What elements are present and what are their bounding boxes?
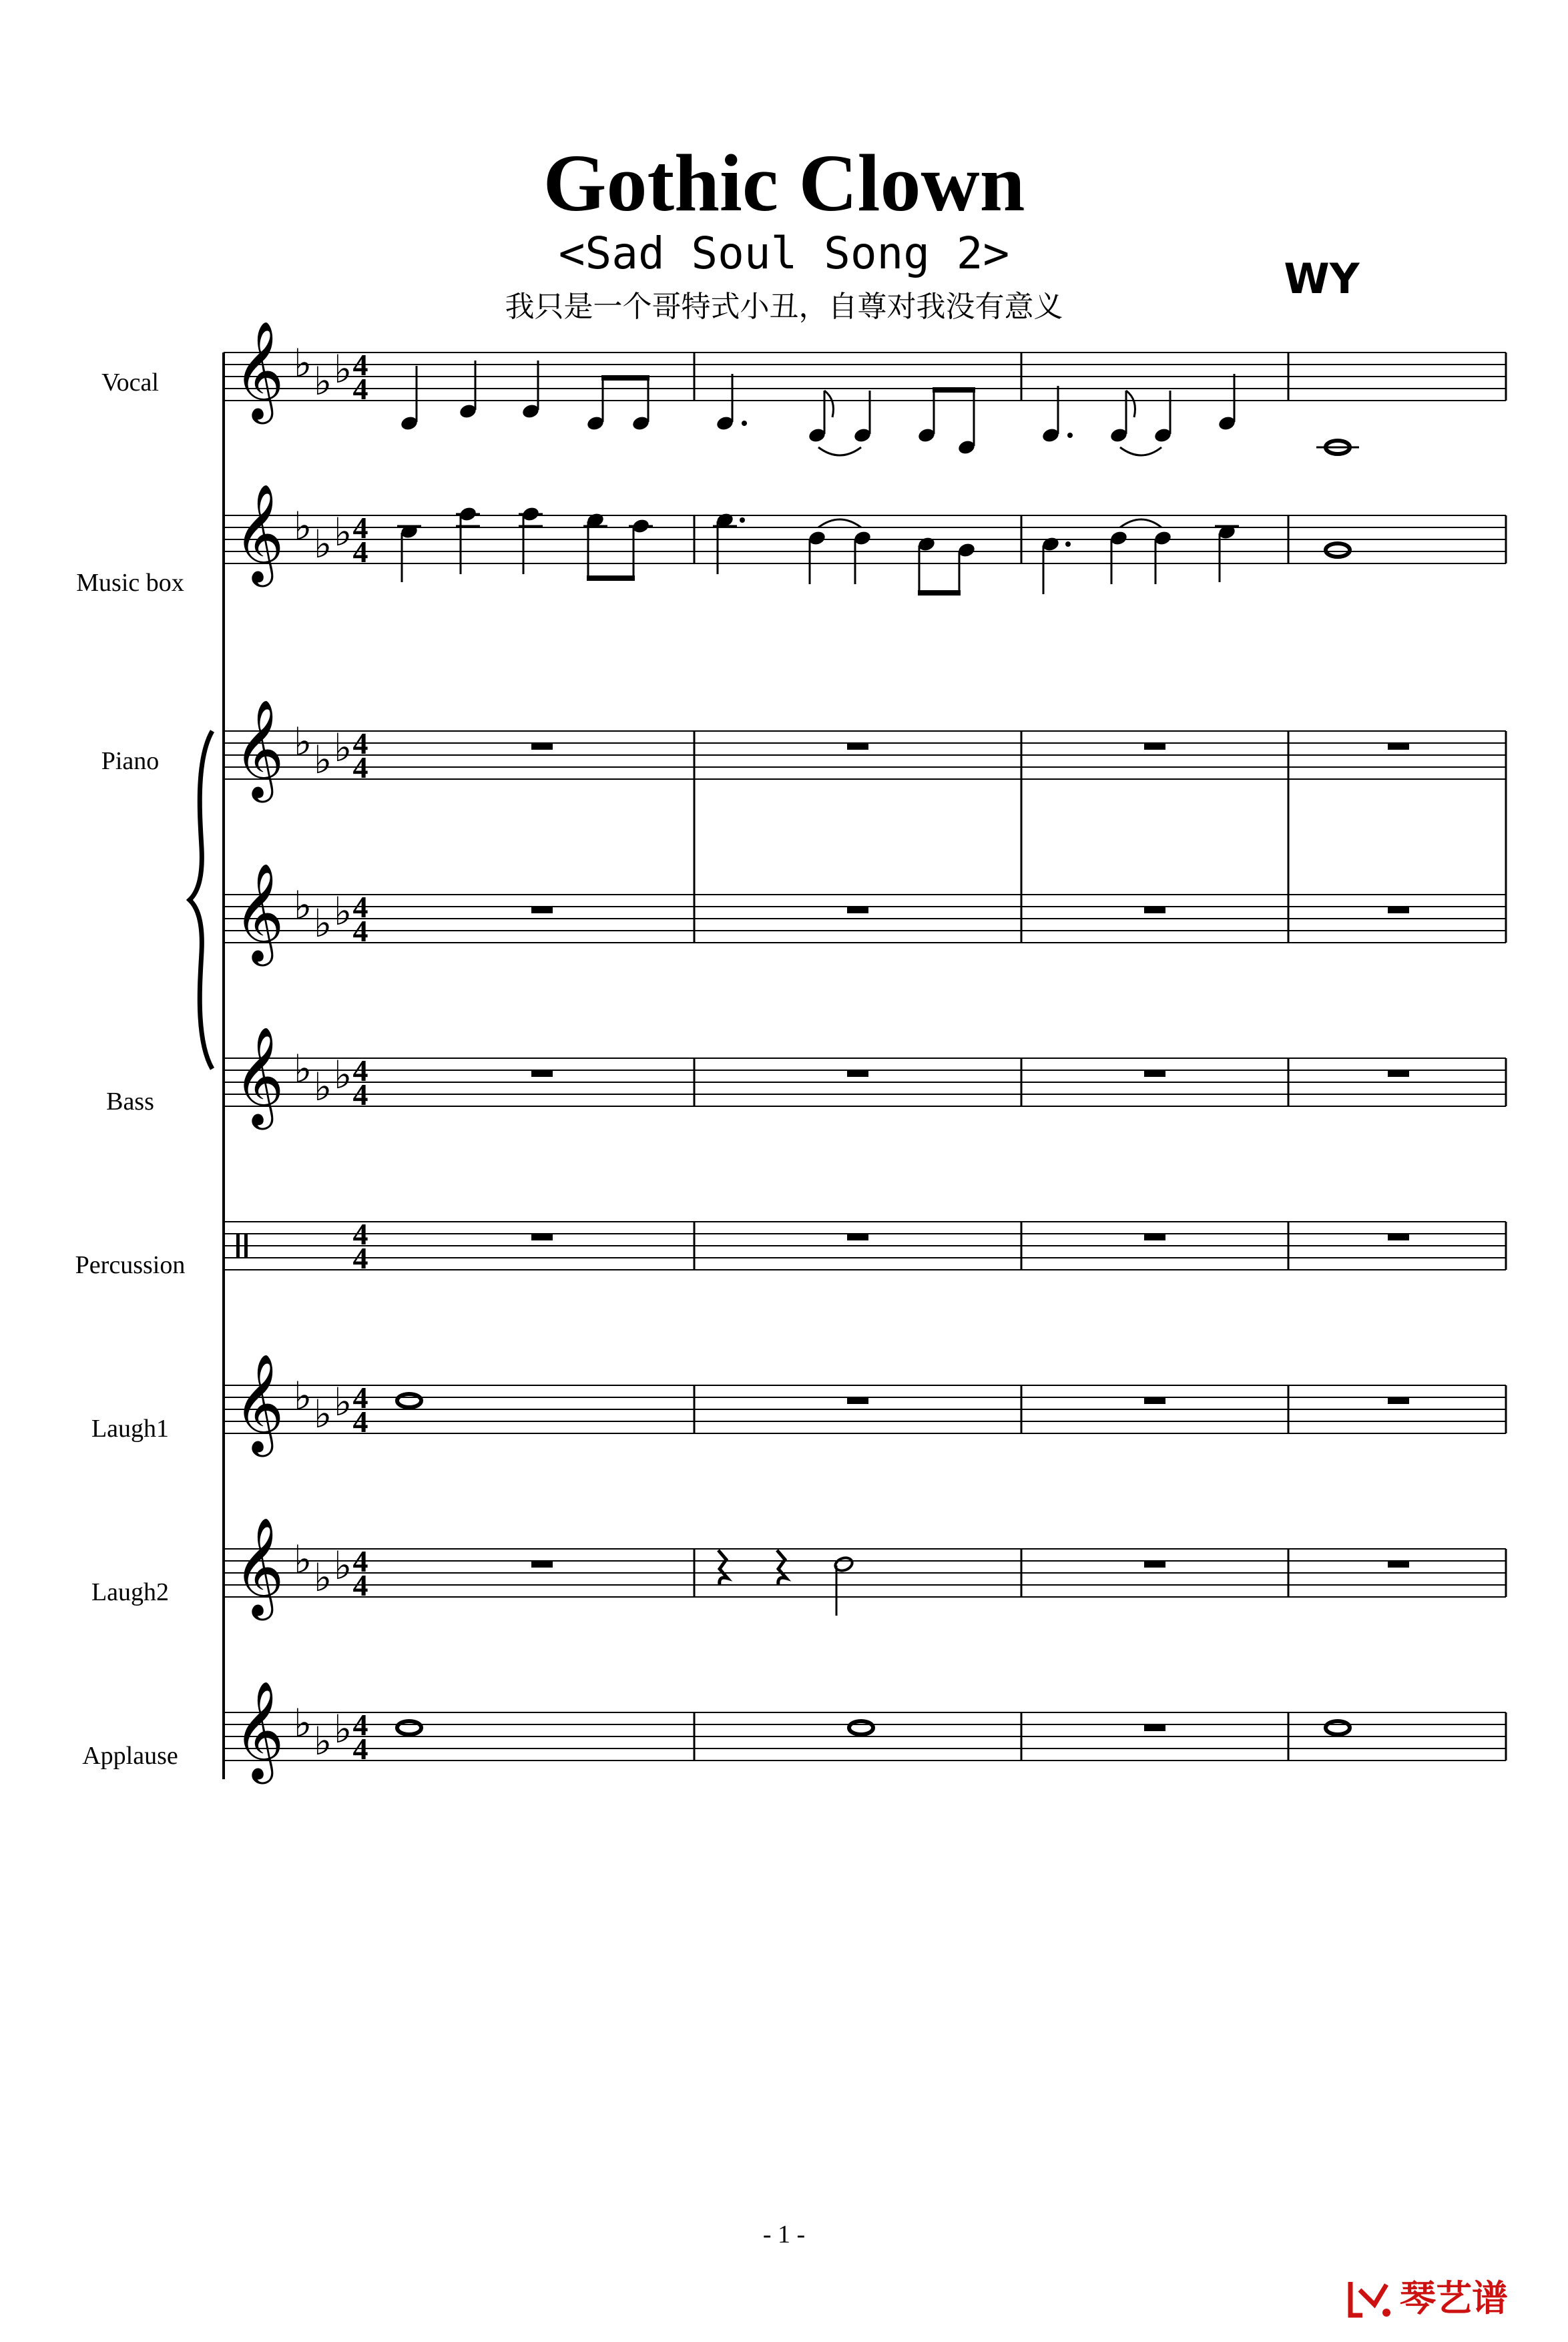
time-signature-numerator: 4 bbox=[352, 1053, 368, 1088]
treble-clef-icon: 𝄞 bbox=[234, 483, 284, 583]
note-flag bbox=[1126, 391, 1135, 417]
time-signature-denominator: 4 bbox=[352, 1568, 368, 1602]
staff-label-percussion: Percussion bbox=[75, 1251, 186, 1279]
whole-rest bbox=[1144, 1397, 1165, 1404]
note-dot bbox=[1067, 433, 1073, 438]
note-dot bbox=[740, 517, 745, 523]
whole-rest bbox=[531, 743, 553, 750]
flat-icon: ♭ bbox=[334, 1052, 352, 1098]
time-signature-denominator: 4 bbox=[352, 1241, 368, 1275]
score-subtitle: <Sad Soul Song 2> bbox=[558, 228, 1010, 279]
whole-rest bbox=[1144, 743, 1165, 750]
percussion-clef bbox=[244, 1234, 248, 1258]
time-signature-denominator: 4 bbox=[352, 914, 368, 948]
whole-rest bbox=[1144, 1234, 1165, 1240]
staff-label-piano: Piano bbox=[101, 747, 160, 775]
whole-rest bbox=[847, 1234, 868, 1240]
treble-clef-icon: 𝄞 bbox=[234, 699, 284, 798]
staff-label-bass: Bass bbox=[106, 1088, 154, 1116]
time-signature-numerator: 4 bbox=[352, 726, 368, 760]
flat-icon: ♭ bbox=[334, 1543, 352, 1588]
flat-icon: ♭ bbox=[314, 359, 332, 404]
qinyipu-logo-icon bbox=[1345, 2275, 1393, 2322]
treble-clef-icon: 𝄞 bbox=[234, 320, 284, 420]
logo-text: 琴艺谱 bbox=[1400, 2277, 1508, 2319]
whole-rest bbox=[847, 743, 868, 750]
whole-rest bbox=[531, 1234, 553, 1240]
whole-note bbox=[849, 1721, 873, 1734]
staff-label-laugh2: Laugh2 bbox=[91, 1578, 170, 1606]
staff-label-vocal: Vocal bbox=[101, 369, 159, 397]
whole-rest bbox=[1144, 1561, 1165, 1568]
time-signature-numerator: 4 bbox=[352, 1544, 368, 1578]
composer-name: WY bbox=[1284, 254, 1360, 303]
flat-icon: ♭ bbox=[294, 1373, 312, 1419]
flat-icon: ♭ bbox=[314, 1391, 332, 1437]
treble-clef-icon: 𝄞 bbox=[234, 1517, 284, 1616]
time-signature-denominator: 4 bbox=[352, 750, 368, 784]
flat-icon: ♭ bbox=[334, 346, 352, 392]
whole-rest bbox=[1144, 1724, 1165, 1731]
treble-clef-icon: 𝄞 bbox=[234, 1680, 284, 1780]
quarter-rest bbox=[718, 1550, 728, 1585]
vocal-notes bbox=[400, 361, 1359, 456]
note-flag bbox=[824, 391, 834, 417]
staff-label-music-box: Music box bbox=[76, 569, 184, 597]
flat-icon: ♭ bbox=[294, 1537, 312, 1582]
whole-rest bbox=[1388, 1397, 1409, 1404]
time-signature-denominator: 4 bbox=[352, 1405, 368, 1439]
treble-clef-icon: 𝄞 bbox=[234, 1353, 284, 1453]
site-logo[interactable] bbox=[1345, 2275, 1545, 2322]
flat-icon: ♭ bbox=[334, 725, 352, 770]
flat-icon: ♭ bbox=[294, 1046, 312, 1092]
flat-icon: ♭ bbox=[314, 1064, 332, 1110]
time-signature-numerator: 4 bbox=[352, 1381, 368, 1415]
time-signature-denominator: 4 bbox=[352, 535, 368, 569]
tie bbox=[1120, 447, 1161, 455]
whole-rest bbox=[1388, 907, 1409, 913]
treble-clef-icon: 𝄞 bbox=[234, 863, 284, 962]
note-beam bbox=[587, 575, 635, 581]
flat-icon: ♭ bbox=[334, 509, 352, 555]
staff-label-applause: Applause bbox=[82, 1742, 178, 1770]
tie bbox=[1120, 519, 1161, 527]
whole-rest bbox=[847, 1397, 868, 1404]
flat-icon: ♭ bbox=[294, 883, 312, 928]
whole-rest bbox=[531, 1561, 553, 1568]
quarter-rest bbox=[777, 1550, 786, 1585]
flat-icon: ♭ bbox=[334, 1379, 352, 1425]
time-signature-denominator: 4 bbox=[352, 1078, 368, 1112]
flat-icon: ♭ bbox=[294, 503, 312, 549]
note-dot bbox=[1065, 541, 1071, 547]
whole-rest bbox=[1388, 1070, 1409, 1077]
time-signature-numerator: 4 bbox=[352, 1708, 368, 1742]
laugh2-measure-2 bbox=[718, 1550, 854, 1616]
time-signature-numerator: 4 bbox=[352, 511, 368, 545]
tie bbox=[818, 447, 861, 455]
whole-note bbox=[397, 1721, 421, 1734]
whole-rest bbox=[531, 1070, 553, 1077]
flat-icon: ♭ bbox=[334, 1706, 352, 1752]
percussion-clef bbox=[236, 1234, 240, 1258]
page-number: - 1 - bbox=[762, 2220, 806, 2249]
music-box-notes bbox=[397, 505, 1350, 596]
note-beam bbox=[918, 590, 961, 596]
note-beam bbox=[601, 375, 649, 381]
flat-icon: ♭ bbox=[294, 719, 312, 764]
whole-rest bbox=[1388, 1561, 1409, 1568]
time-signature-denominator: 4 bbox=[352, 372, 368, 406]
note-beam bbox=[933, 387, 975, 393]
whole-rest bbox=[1144, 1070, 1165, 1077]
note-dot bbox=[742, 421, 747, 426]
whole-rest bbox=[1144, 907, 1165, 913]
time-signature-numerator: 4 bbox=[352, 890, 368, 924]
flat-icon: ♭ bbox=[294, 340, 312, 386]
flat-icon: ♭ bbox=[334, 889, 352, 934]
whole-rest bbox=[1388, 1234, 1409, 1240]
time-signature-numerator: 4 bbox=[352, 348, 368, 382]
flat-icon: ♭ bbox=[314, 901, 332, 946]
whole-note bbox=[1326, 543, 1350, 557]
whole-rest bbox=[1388, 743, 1409, 750]
flat-icon: ♭ bbox=[314, 1718, 332, 1764]
flat-icon: ♭ bbox=[314, 1555, 332, 1600]
whole-rest bbox=[847, 1070, 868, 1077]
whole-rest bbox=[847, 907, 868, 913]
tie bbox=[818, 519, 861, 527]
piano-brace bbox=[190, 731, 212, 1069]
flat-icon: ♭ bbox=[294, 1700, 312, 1746]
staff-label-laugh1: Laugh1 bbox=[91, 1415, 170, 1443]
whole-note bbox=[1326, 1721, 1350, 1734]
lyric-line: 我只是一个哥特式小丑，自尊对我没有意义 bbox=[505, 290, 1063, 324]
score-title: Gothic Clown bbox=[543, 138, 1025, 228]
whole-rest bbox=[531, 907, 553, 913]
time-signature-denominator: 4 bbox=[352, 1732, 368, 1766]
whole-note bbox=[397, 1394, 421, 1407]
time-signature-numerator: 4 bbox=[352, 1217, 368, 1251]
flat-icon: ♭ bbox=[314, 521, 332, 567]
flat-icon: ♭ bbox=[314, 737, 332, 782]
treble-clef-icon: 𝄞 bbox=[234, 1026, 284, 1126]
